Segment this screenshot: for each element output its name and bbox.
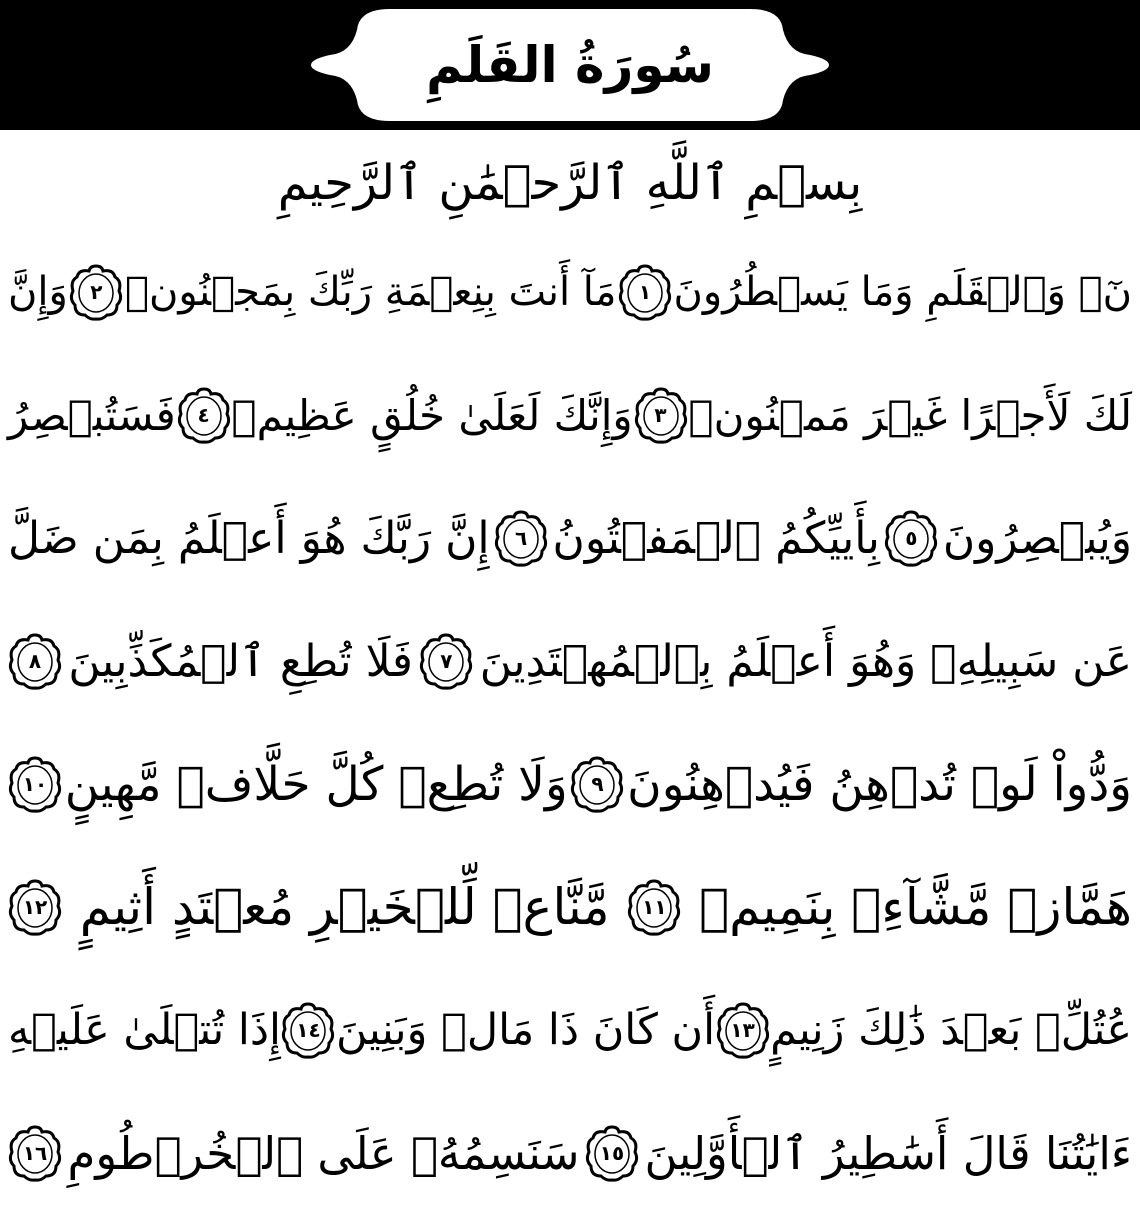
verse-line: [8, 601, 1132, 721]
ayah-number: ١٤: [296, 1018, 321, 1042]
verse-text: عُتُلِّۭ بَعۡدَ ذَٰلِكَ زَنِيمٍ: [770, 1005, 1132, 1055]
verse-text: مَآ أَنتَ بِنِعۡمَةِ رَبِّكَ بِمَجۡنُونٖ: [124, 269, 617, 315]
ayah-marker: [8, 755, 62, 813]
verse-line: [8, 724, 1132, 844]
verse-line: [8, 847, 1132, 967]
ayah-marker: [419, 632, 473, 690]
ayah-number: ٥: [905, 526, 918, 550]
header-band: [0, 0, 1140, 130]
verse-line: [8, 232, 1132, 352]
verse-text: إِذَا تُتۡلَىٰ عَلَيۡهِ: [8, 1005, 281, 1055]
ayah-marker: [281, 1001, 335, 1059]
ayah-number: ٩: [591, 772, 604, 796]
verse-line: [8, 355, 1132, 475]
verse-text: ءَايَٰتُنَا قَالَ أَسَٰطِيرُ ٱلۡأَوَّلِينَ: [644, 1126, 1132, 1180]
verse-text: عَن سَبِيلِهِۦ وَهُوَ أَعۡلَمُ بِٱلۡمُهۡتَدِينَ: [479, 635, 1132, 687]
ayah-marker: [177, 386, 231, 444]
verse-text: أَن كَانَ ذَا مَالٖ وَبَنِينَ: [336, 1005, 716, 1055]
title-cartouche: [310, 8, 830, 122]
ayah-marker: [8, 1124, 62, 1182]
verse-line: [8, 970, 1132, 1090]
ayah-marker: [627, 878, 681, 936]
verse-text: نٓۚ وَٱلۡقَلَمِ وَمَا يَسۡطُرُونَ: [673, 269, 1132, 315]
ayah-marker: [8, 632, 62, 690]
verse-text: بِأَييِّكُمُ ٱلۡمَفۡتُونُ: [552, 512, 880, 564]
ayah-marker: [884, 509, 938, 567]
ayah-number: ١٦: [22, 1141, 48, 1165]
ayah-marker: [8, 878, 62, 936]
ayah-number: ٢: [90, 280, 103, 304]
verse-text: وَإِنَّ: [8, 269, 68, 315]
ayah-marker: [494, 509, 548, 567]
ayah-number: ٣: [654, 403, 667, 427]
ayah-number: ٨: [28, 649, 42, 673]
verse-text: فَلَا تُطِعِ ٱلۡمُكَذِّبِينَ: [68, 635, 413, 687]
verse-text: فَسَتُبۡصِرُ: [8, 390, 176, 440]
ayah-marker: [570, 755, 624, 813]
verse-text: سَنَسِمُهُۥ عَلَى ٱلۡخُرۡطُومِ: [67, 1126, 580, 1180]
ayah-number: ١٠: [22, 772, 48, 796]
ayah-number: ٧: [440, 649, 453, 673]
ayah-number: ٦: [514, 526, 528, 550]
surah-title: سُورَةُ القَلَمِ: [426, 36, 714, 94]
verse-text: هَمَّازٖ مَّشَّآءِۭ بِنَمِيمٖ: [699, 878, 1132, 936]
ayah-number: ٤: [197, 403, 210, 427]
ayah-marker: [618, 263, 672, 321]
ayah-marker: [634, 386, 688, 444]
verse-line: [8, 1093, 1132, 1213]
basmala: بِسۡمِ ٱللَّهِ ٱلرَّحۡمَٰنِ ٱلرَّحِيمِ: [277, 155, 863, 211]
ayah-number: ١٢: [22, 895, 48, 919]
verse-text: وَلَا تُطِعۡ كُلَّ حَلَّافٖ مَّهِينٍ: [64, 756, 568, 812]
ayah-marker: [585, 1124, 639, 1182]
ayah-number: ١٣: [730, 1018, 755, 1042]
verse-line: [8, 478, 1132, 598]
ayah-marker: [69, 263, 123, 321]
verse-text: إِنَّ رَبَّكَ هُوَ أَعۡلَمُ بِمَن ضَلَّ: [8, 512, 490, 564]
ayah-number: ١: [638, 280, 652, 304]
ayah-number: ١٥: [599, 1141, 625, 1165]
verse-text: مَّنَّاعٖ لِّلۡخَيۡرِ مُعۡتَدٍ أَثِيمٍ: [79, 878, 610, 936]
ayah-marker: [716, 1001, 770, 1059]
ayah-number: ١١: [642, 895, 667, 919]
verse-text: وَدُّواْ لَوۡ تُدۡهِنُ فَيُدۡهِنُونَ: [627, 756, 1132, 812]
verse-text: وَإِنَّكَ لَعَلَىٰ خُلُقٍ عَظِيمٖ: [231, 390, 633, 440]
verse-text: وَيُبۡصِرُونَ: [942, 512, 1132, 564]
verse-text: لَكَ لَأَجۡرًا غَيۡرَ مَمۡنُونٖ: [688, 390, 1132, 440]
